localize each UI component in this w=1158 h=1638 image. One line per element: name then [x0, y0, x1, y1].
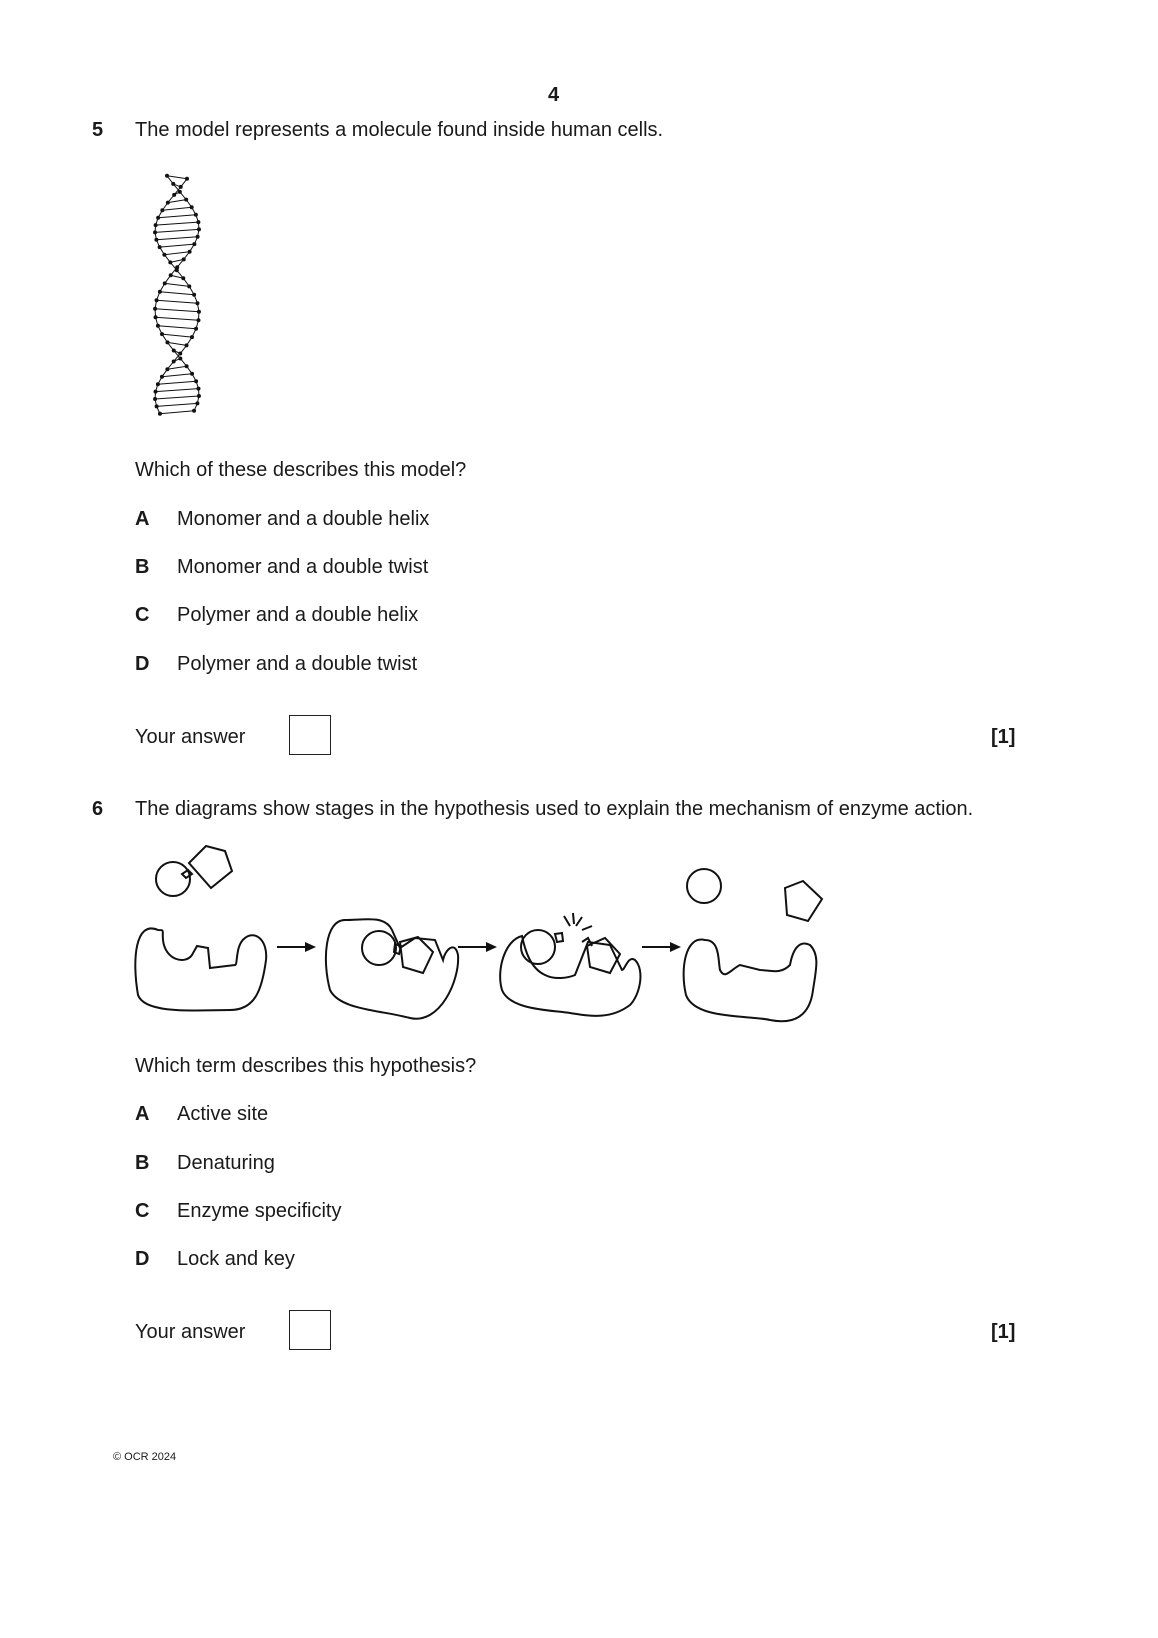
helix-node [163, 281, 167, 285]
helix-node [185, 177, 189, 181]
enzyme-4 [684, 940, 817, 1022]
helix-node [158, 245, 162, 249]
substrate-pentagon [189, 846, 232, 888]
substrate-circle [156, 862, 190, 896]
helix-base-pair [157, 300, 198, 303]
helix-node [153, 397, 157, 401]
helix-node [181, 276, 185, 280]
q5-option-d-letter: D [135, 653, 150, 675]
helix-node [188, 250, 192, 254]
helix-node [154, 390, 158, 394]
copyright-footer: © OCR 2024 [113, 1451, 177, 1463]
helix-base-pair [165, 283, 190, 286]
helix-node [184, 198, 188, 202]
q6-answer-label: Your answer [135, 1321, 246, 1343]
helix-node [166, 201, 170, 205]
enzyme-1 [135, 928, 266, 1010]
helix-node [153, 307, 157, 311]
helix-base-pair [156, 389, 199, 392]
helix-node [153, 230, 157, 234]
enzyme-action-diagram [130, 830, 850, 1030]
q6-marks: [1] [991, 1321, 1016, 1343]
helix-node [160, 332, 164, 336]
helix-node [196, 220, 200, 224]
helix-base-pair [155, 396, 199, 399]
helix-node [154, 223, 158, 227]
helix-node [169, 273, 173, 277]
q6-number: 6 [92, 798, 104, 820]
helix-node [190, 372, 194, 376]
helix-base-pair [168, 200, 186, 203]
q6-option-b-letter: B [135, 1152, 150, 1174]
q6-option-c-letter: C [135, 1200, 150, 1222]
dna-double-helix-diagram [140, 165, 220, 425]
helix-node [165, 174, 169, 178]
helix-node [192, 242, 196, 246]
helix-base-pair [157, 403, 198, 406]
helix-base-pair [162, 374, 192, 377]
helix-node [171, 182, 175, 186]
q5-option-a-letter: A [135, 508, 150, 530]
helix-node [192, 293, 196, 297]
helix-node [172, 359, 176, 363]
helix-node [158, 290, 162, 294]
helix-node [154, 315, 158, 319]
helix-node [165, 367, 169, 371]
helix-node [185, 364, 189, 368]
q5-option-d-text: Polymer and a double twist [177, 653, 418, 675]
helix-node [178, 356, 182, 360]
helix-node [156, 324, 160, 328]
helix-node [187, 284, 191, 288]
q5-answer-label: Your answer [135, 726, 246, 748]
helix-base-pair [158, 215, 196, 218]
helix-base-pair [167, 342, 186, 345]
q6-option-a-text: Active site [177, 1103, 269, 1125]
q6-option-b-text: Denaturing [177, 1152, 275, 1174]
helix-node [195, 401, 199, 405]
helix-base-pair [160, 244, 195, 247]
q5-marks: [1] [991, 726, 1016, 748]
helix-base-pair [164, 252, 189, 255]
helix-base-pair [156, 237, 197, 240]
helix-node [190, 205, 194, 209]
helix-node [160, 375, 164, 379]
product-circle [687, 869, 721, 903]
helix-node [192, 409, 196, 413]
helix-base-pair [155, 229, 199, 232]
enzyme-2 [326, 919, 458, 1019]
helix-base-pair [162, 207, 191, 210]
helix-node [156, 216, 160, 220]
helix-node [154, 238, 158, 242]
helix-node [155, 404, 159, 408]
helix-node [197, 227, 201, 231]
helix-base-pair [156, 317, 199, 320]
q6-stem: The diagrams show stages in the hypothesis used to explain the mechanism of enzyme action. [135, 798, 974, 820]
helix-node [172, 193, 176, 197]
helix-node [179, 185, 183, 189]
q6-option-a-letter: A [135, 1103, 150, 1125]
helix-base-pair [160, 292, 194, 295]
helix-base-pair [160, 411, 194, 414]
helix-node [160, 208, 164, 212]
helix-base-pair [158, 381, 196, 384]
q5-option-b-text: Monomer and a double twist [177, 556, 429, 578]
helix-node [194, 327, 198, 331]
helix-base-pair [167, 176, 187, 179]
helix-base-pair [167, 366, 186, 369]
helix-base-pair [155, 309, 199, 312]
q6-option-d-text: Lock and key [177, 1248, 295, 1270]
helix-node [185, 343, 189, 347]
product-pentagon [785, 881, 822, 921]
q5-option-c-text: Polymer and a double helix [177, 604, 419, 626]
q5-answer-box[interactable] [289, 715, 331, 755]
helix-base-pair [156, 222, 199, 225]
helix-node [175, 265, 179, 269]
q5-stem: The model represents a molecule found inside human cells. [135, 119, 664, 141]
helix-node [172, 349, 176, 353]
helix-node [196, 387, 200, 391]
q5-prompt: Which of these describes this model? [135, 459, 467, 481]
q5-option-b-letter: B [135, 556, 150, 578]
helix-node [190, 335, 194, 339]
q5-option-c-letter: C [135, 604, 150, 626]
helix-node [194, 379, 198, 383]
q6-option-d-letter: D [135, 1248, 150, 1270]
helix-node [194, 213, 198, 217]
page-number: 4 [548, 84, 560, 106]
q6-prompt: Which term describes this hypothesis? [135, 1055, 477, 1077]
q5-option-a-text: Monomer and a double helix [177, 508, 430, 530]
helix-node [156, 382, 160, 386]
helix-node [196, 318, 200, 322]
helix-node [182, 257, 186, 261]
helix-node [178, 352, 182, 356]
helix-base-pair [158, 326, 196, 329]
helix-node [162, 253, 166, 257]
helix-node [178, 190, 182, 194]
helix-node [168, 260, 172, 264]
helix-node [155, 298, 159, 302]
helix-node [197, 394, 201, 398]
helix-node [165, 340, 169, 344]
q5-number: 5 [92, 119, 104, 141]
helix-node [158, 412, 162, 416]
q6-answer-box[interactable] [289, 1310, 331, 1350]
helix-base-pair [162, 334, 192, 337]
helix-node [197, 310, 201, 314]
helix-node [196, 235, 200, 239]
helix-node [195, 301, 199, 305]
q6-option-c-text: Enzyme specificity [177, 1200, 342, 1222]
